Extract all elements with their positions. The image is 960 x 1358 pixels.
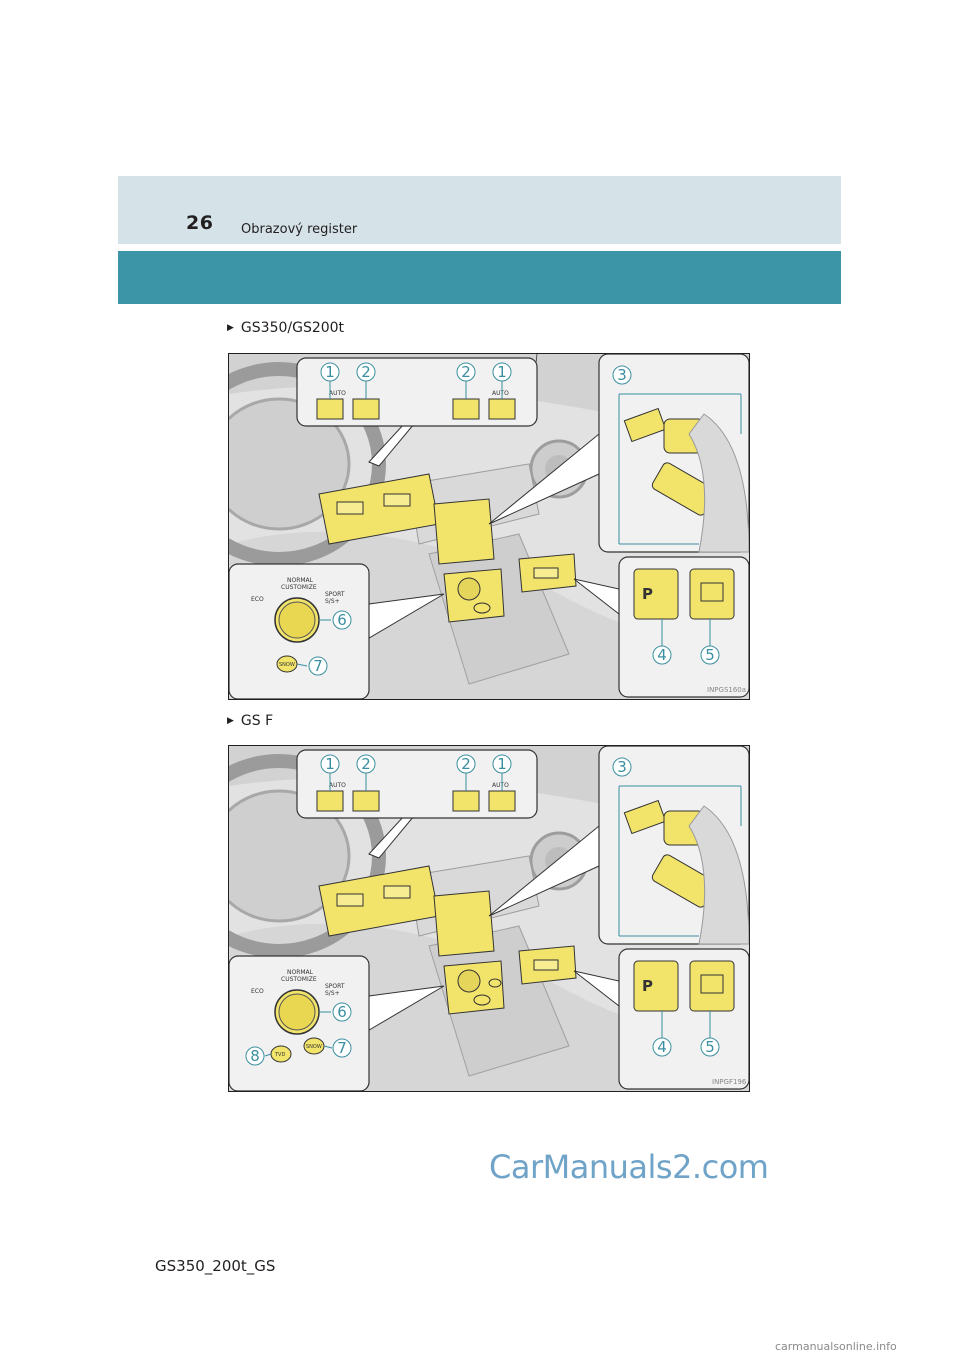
- illustration-gsf: [228, 745, 750, 1092]
- snow-button-label: SNOW: [306, 1044, 322, 1050]
- bottom-watermark: carmanualsonline.info: [775, 1340, 897, 1353]
- callout-1: 1: [325, 363, 335, 381]
- svg-text:P: P: [642, 977, 653, 995]
- model-label-text: GS350/GS200t: [240, 320, 345, 336]
- cockpit-illustration: [229, 746, 749, 1091]
- snow-button-label: SNOW: [279, 662, 295, 668]
- header-band: [118, 176, 841, 244]
- knob-eco-label: ECO: [251, 988, 264, 995]
- auto-label: AUTO: [329, 782, 346, 789]
- model-label-text: GS F: [240, 713, 274, 729]
- knob-customize-label: CUSTOMIZE: [281, 584, 317, 591]
- triangle-bullet-icon: ▶: [227, 323, 234, 333]
- callout-2: 2: [461, 363, 471, 381]
- svg-text:P: P: [642, 585, 653, 603]
- document-id: GS350_200t_GS: [155, 1257, 276, 1275]
- auto-label-2: AUTO: [492, 390, 509, 397]
- callout-2: 2: [361, 363, 371, 381]
- page-number: 26: [186, 212, 214, 234]
- knob-sport-label: SPORT: [325, 983, 345, 990]
- knob-customize-label: CUSTOMIZE: [281, 976, 317, 983]
- auto-label: AUTO: [329, 390, 346, 397]
- callout-5: 5: [705, 646, 715, 664]
- figure-code: INPGS160a: [707, 686, 747, 694]
- callout-7: 7: [337, 1039, 347, 1057]
- callout-6: 6: [337, 1003, 347, 1021]
- knob-normal-label: NORMAL: [287, 577, 314, 584]
- section-title: Obrazový register: [241, 222, 358, 237]
- callout-2: 2: [361, 755, 371, 773]
- knob-normal-label: NORMAL: [287, 969, 314, 976]
- callout-3: 3: [617, 758, 627, 776]
- cockpit-illustration: [229, 354, 749, 699]
- callout-3: 3: [617, 366, 627, 384]
- callout-8: 8: [250, 1047, 260, 1065]
- callout-5: 5: [705, 1038, 715, 1056]
- triangle-bullet-icon: ▶: [227, 716, 234, 726]
- callout-1: 1: [497, 363, 507, 381]
- tvd-button-label: TVD: [275, 1052, 286, 1058]
- knob-eco-label: ECO: [251, 596, 264, 603]
- callout-6: 6: [337, 611, 347, 629]
- callout-7: 7: [313, 657, 323, 675]
- model-label-gsf: [227, 713, 273, 729]
- knob-sport-label: SPORT: [325, 591, 345, 598]
- knob-sport-sub-label: S/S+: [325, 990, 340, 997]
- watermark-logo: CarManuals2.com: [489, 1148, 769, 1186]
- section-banner: [118, 251, 841, 304]
- callout-1: 1: [325, 755, 335, 773]
- knob-sport-sub-label: S/S+: [325, 598, 340, 605]
- model-label-gs350: [227, 320, 344, 336]
- callout-2: 2: [461, 755, 471, 773]
- callout-1: 1: [497, 755, 507, 773]
- auto-label-2: AUTO: [492, 782, 509, 789]
- callout-4: 4: [657, 646, 667, 664]
- illustration-gs350: [228, 353, 750, 700]
- callout-4: 4: [657, 1038, 667, 1056]
- figure-code: INPGF196: [712, 1078, 747, 1086]
